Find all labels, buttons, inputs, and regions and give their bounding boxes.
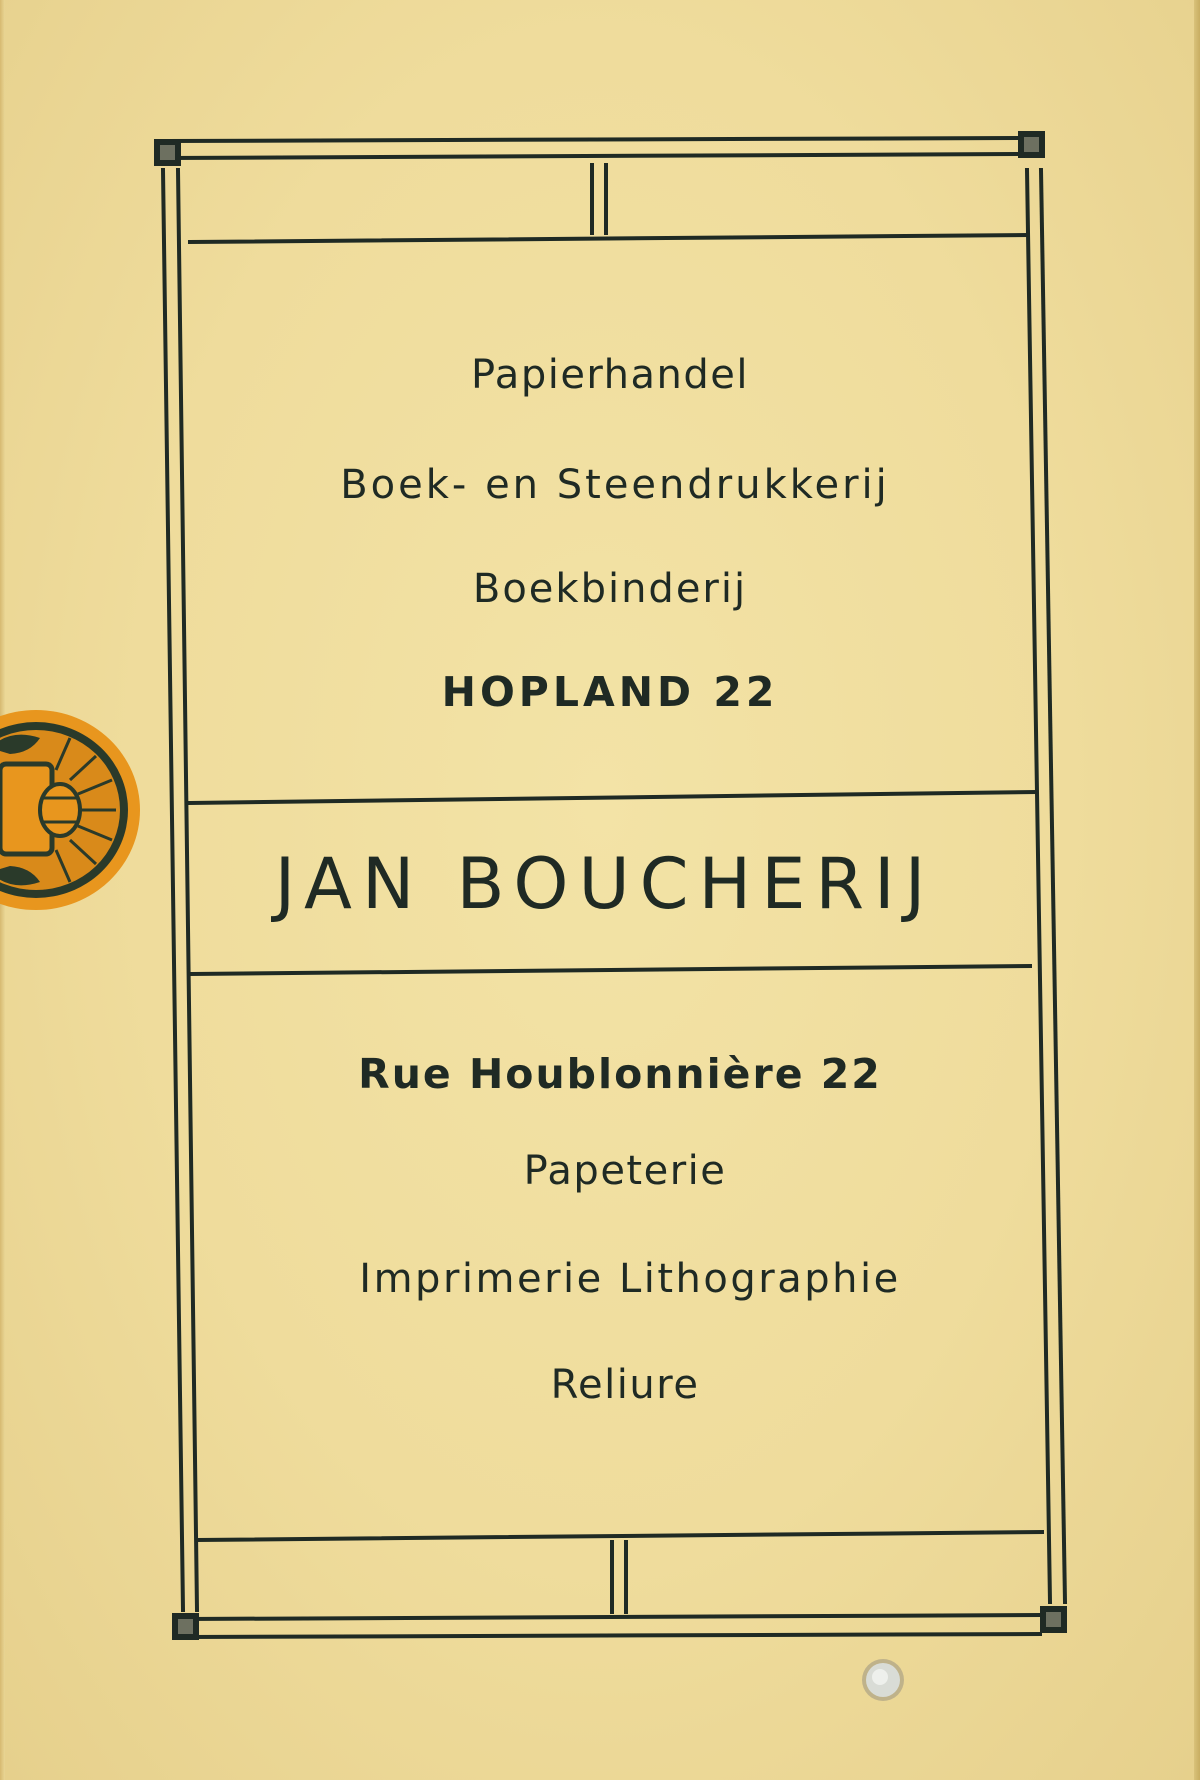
trade-line-paper-nl: Papierhandel	[470, 352, 750, 398]
trade-line-printing-nl: Boek- en Steendrukkerij	[340, 462, 890, 508]
trade-line-binding-nl: Boekbinderij	[472, 566, 748, 612]
trade-line-printing-fr: Imprimerie Lithographie	[359, 1256, 901, 1302]
address-french: Rue Houblonnière 22	[358, 1050, 882, 1098]
business-name: JAN BOUCHERIJ	[274, 843, 936, 925]
punch-hole-icon	[860, 1657, 906, 1703]
trade-line-binding-fr: Reliure	[550, 1362, 700, 1408]
address-dutch: HOPLAND 22	[441, 668, 779, 716]
trade-line-paper-fr: Papeterie	[523, 1148, 727, 1194]
seal-icon	[0, 708, 142, 912]
